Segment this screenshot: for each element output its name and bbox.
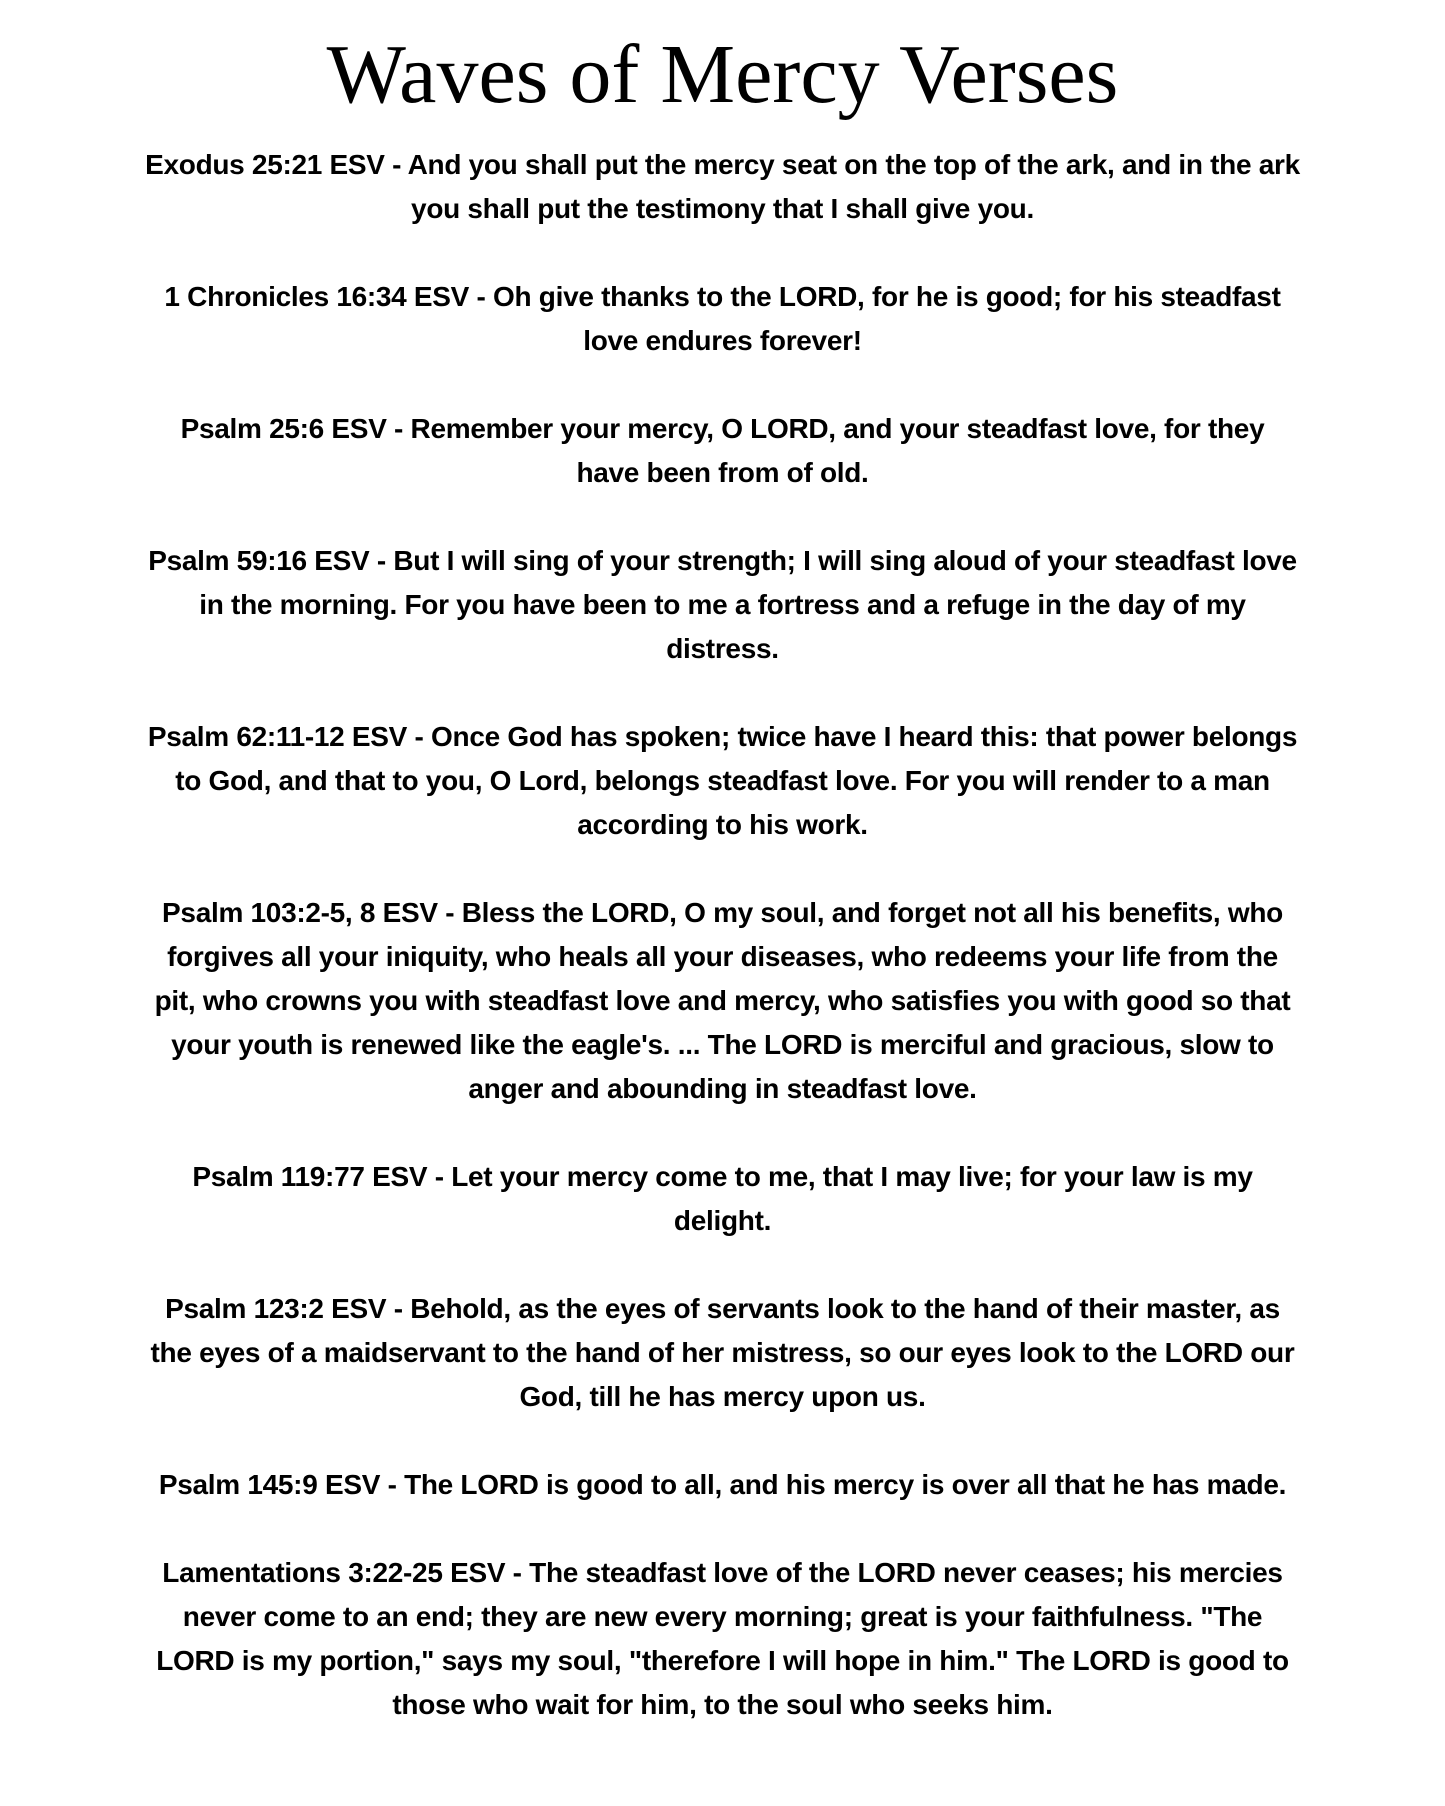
- page-title: Waves of Mercy Verses: [326, 28, 1119, 121]
- verse-item: [0, 275, 1445, 363]
- verse-item: [0, 715, 1445, 847]
- verse-line: Exodus 25:21 ESV - And you shall put the mercy seat on the top of the ark, and in the ark: [145, 149, 1300, 180]
- verse-line: Psalm 59:16 ESV - But I will sing of your strength; I will sing aloud of your steadfast love: [148, 545, 1297, 576]
- verse-line: Lamentations 3:22-25 ESV - The steadfast love of the LORD never ceases; his mercies: [162, 1557, 1283, 1588]
- verse-line: distress.: [666, 633, 779, 664]
- verse-line: you shall put the testimony that I shall give you.: [411, 193, 1034, 224]
- verse-line: Psalm 103:2-5, 8 ESV - Bless the LORD, O my soul, and forget not all his benefits, who: [162, 897, 1283, 928]
- verse-line: never come to an end; they are new every morning; great is your faithfulness. "The: [182, 1601, 1263, 1632]
- verse-line: to God, and that to you, O Lord, belongs steadfast love. For you will render to a man: [175, 765, 1270, 796]
- verse-item: [0, 539, 1445, 671]
- verse-item: [0, 891, 1445, 1111]
- verse-line: Psalm 145:9 ESV - The LORD is good to all, and his mercy is over all that he has made.: [158, 1469, 1287, 1500]
- verse-item: [0, 407, 1445, 495]
- verse-line: Psalm 62:11-12 ESV - Once God has spoken; twice have I heard this: that power belongs: [147, 721, 1298, 752]
- verse-item: [0, 143, 1445, 231]
- verse-list: [0, 143, 1445, 1771]
- verse-line: those who wait for him, to the soul who seeks him.: [392, 1689, 1053, 1720]
- verse-line: 1 Chronicles 16:34 ESV - Oh give thanks to the LORD, for he is good; for his steadfast: [164, 281, 1281, 312]
- verse-line: forgives all your iniquity, who heals all your diseases, who redeems your life from the: [167, 941, 1278, 972]
- verse-line: in the morning. For you have been to me a fortress and a refuge in the day of my: [199, 589, 1246, 620]
- verse-line: according to his work.: [577, 809, 868, 840]
- verse-line: have been from of old.: [576, 457, 869, 488]
- verse-item: [0, 1551, 1445, 1727]
- verse-line: love endures forever!: [583, 325, 862, 356]
- verse-item: [0, 1287, 1445, 1419]
- verse-line: anger and abounding in steadfast love.: [468, 1073, 977, 1104]
- verse-line: Psalm 123:2 ESV - Behold, as the eyes of servants look to the hand of their master, as: [165, 1293, 1280, 1324]
- verse-line: Psalm 25:6 ESV - Remember your mercy, O LORD, and your steadfast love, for they: [180, 413, 1265, 444]
- verse-item: [0, 1463, 1445, 1507]
- verse-line: Psalm 119:77 ESV - Let your mercy come to me, that I may live; for your law is my: [192, 1161, 1253, 1192]
- verse-line: God, till he has mercy upon us.: [519, 1381, 926, 1412]
- verse-line: pit, who crowns you with steadfast love and mercy, who satisfies you with good so that: [154, 985, 1291, 1016]
- verse-line: the eyes of a maidservant to the hand of her mistress, so our eyes look to the LORD our: [150, 1337, 1295, 1368]
- verse-line: delight.: [673, 1205, 772, 1236]
- verse-line: LORD is my portion," says my soul, "therefore I will hope in him." The LORD is good to: [156, 1645, 1289, 1676]
- verse-item: [0, 1155, 1445, 1243]
- verse-line: your youth is renewed like the eagle's. ... The LORD is merciful and gracious, slow to: [171, 1029, 1274, 1060]
